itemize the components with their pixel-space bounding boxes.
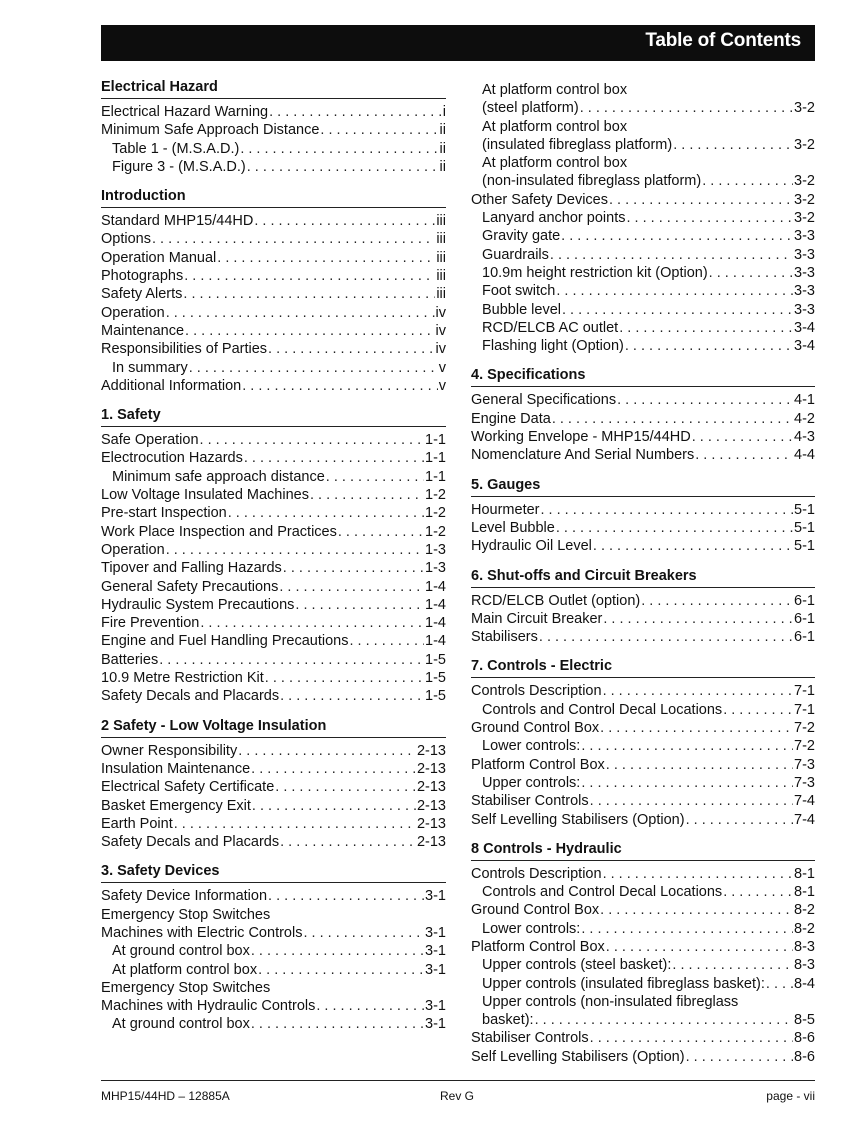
toc-entry[interactable] (471, 501, 815, 519)
section-title: 6. Shut-offs and Circuit Breakers (471, 567, 815, 588)
toc-entry[interactable] (471, 337, 815, 355)
toc-entry-page: 3-1 (425, 961, 446, 978)
toc-entry-label: Safety Decals and Placards (101, 834, 280, 851)
toc-entry-label: Hydraulic Oil Level (471, 538, 592, 555)
toc-entry[interactable] (471, 1011, 815, 1029)
toc-section-gauges (471, 476, 815, 556)
toc-entry-page: 1-5 (425, 651, 446, 668)
toc-entry-label: Gravity gate (482, 228, 561, 245)
toc-entry-page: 3-1 (425, 924, 446, 941)
toc-entry-label: Upper controls (insulated fibreglass basket): (482, 975, 765, 992)
toc-entry-label: Owner Responsibility (101, 742, 238, 759)
toc-entry[interactable] (101, 285, 446, 303)
toc-entry-label: Guardrails (482, 246, 549, 263)
toc-entry-label: Electrical Hazard Warning (101, 104, 269, 120)
toc-entry-page: 2-13 (416, 742, 446, 759)
toc-entry[interactable] (101, 924, 446, 942)
toc-entry-page: 1-2 (425, 505, 446, 522)
toc-entry[interactable] (101, 1015, 446, 1033)
toc-entry[interactable] (471, 628, 815, 646)
toc-entry-page: 3-2 (794, 173, 815, 190)
toc-entry-label: basket): (482, 1012, 534, 1029)
toc-entry-label: Flashing light (Option) (482, 338, 624, 355)
toc-entry-label: Standard MHP15/44HD (101, 213, 254, 230)
toc-entry[interactable] (471, 756, 815, 774)
toc-entry-page: 3-2 (794, 191, 815, 208)
toc-subheading: At platform control box (482, 82, 628, 98)
toc-section-introduction (101, 187, 446, 395)
toc-entry-page: 7-3 (794, 774, 815, 791)
toc-entry-label: Insulation Maintenance (101, 760, 251, 777)
toc-entry[interactable] (471, 282, 815, 300)
header-bar (101, 25, 815, 61)
toc-entry[interactable] (101, 267, 446, 285)
toc-entry[interactable] (101, 504, 446, 522)
toc-subheading: At platform control box (482, 118, 628, 135)
toc-entry-page: iii (436, 268, 446, 285)
toc-entry-label: Machines with Hydraulic Controls (101, 998, 316, 1015)
toc-entry-label: Engine and Fuel Handling Precautions (101, 633, 349, 650)
toc-entry-label: Self Levelling Stabilisers (Option) (471, 811, 685, 828)
toc-entry-page: 3-1 (425, 1016, 446, 1033)
toc-entry-label: Safety Alerts (101, 286, 183, 303)
toc-entry[interactable] (471, 99, 815, 117)
toc-right-column (471, 81, 815, 1077)
toc-entry-label: Upper controls: (482, 774, 581, 791)
toc-entry[interactable] (101, 997, 446, 1015)
toc-entry[interactable] (471, 428, 815, 446)
toc-entry-label: Safety Device Information (101, 888, 268, 905)
toc-entry-page: 1-4 (425, 578, 446, 595)
toc-entry-label: Safe Operation (101, 432, 199, 449)
toc-entry-page: 5-1 (794, 501, 815, 518)
toc-entry-label: (non-insulated fibreglass platform) (482, 173, 702, 190)
toc-entry-label: Upper controls (steel basket): (482, 957, 672, 974)
toc-entry-label: Work Place Inspection and Practices (101, 523, 337, 540)
toc-entry[interactable] (101, 158, 446, 176)
toc-entry[interactable] (471, 719, 815, 737)
footer-page-number: page - vii (766, 1089, 815, 1103)
toc-entry-page: 3-2 (794, 210, 815, 227)
toc-entry-label: Earth Point (101, 815, 173, 832)
toc-entry-page: 1-2 (425, 523, 446, 540)
toc-entry-page: 1-4 (425, 596, 446, 613)
toc-entry[interactable] (101, 614, 446, 632)
toc-entry-page: v (438, 359, 446, 376)
toc-entry-page: 7-1 (794, 683, 815, 700)
toc-entry-label: General Specifications (471, 392, 617, 409)
toc-subheading: Upper controls (non-insulated fibreglass (482, 993, 739, 1010)
toc-entry-page: 1-2 (425, 487, 446, 504)
toc-section-low-voltage (101, 717, 446, 852)
section-title: 7. Controls - Electric (471, 657, 815, 678)
toc-entry-label: Stabiliser Controls (471, 793, 589, 810)
toc-entry[interactable] (471, 1029, 815, 1047)
toc-section-shutoffs (471, 567, 815, 647)
toc-left-column (101, 78, 446, 1045)
toc-entry-page: iii (436, 286, 446, 303)
toc-entry[interactable] (101, 632, 446, 650)
toc-entry-label: Controls Description (471, 683, 602, 700)
toc-entry[interactable] (101, 887, 446, 905)
toc-entry[interactable] (471, 319, 815, 337)
toc-entry[interactable] (101, 140, 446, 158)
toc-section-safety (101, 406, 446, 705)
toc-entry[interactable] (101, 431, 446, 449)
toc-entry-label: Responsibilities of Parties (101, 341, 268, 358)
toc-entry-page: 7-4 (794, 811, 815, 828)
toc-entry[interactable] (101, 377, 446, 395)
toc-entry-page: 5-1 (794, 519, 815, 536)
toc-entry[interactable] (471, 410, 815, 428)
toc-entry-label: Additional Information (101, 377, 242, 394)
toc-entry[interactable] (471, 920, 815, 938)
toc-entry[interactable] (471, 737, 815, 755)
toc-entry[interactable] (101, 596, 446, 614)
toc-entry-label: Bubble level (482, 301, 561, 318)
toc-entry[interactable] (471, 136, 815, 154)
toc-entry-label: Electrocution Hazards (101, 450, 243, 467)
toc-entry[interactable] (471, 1048, 815, 1066)
toc-entry-label: At platform control box (112, 961, 258, 978)
toc-entry-page: 6-1 (794, 610, 815, 627)
toc-entry-page: 3-1 (425, 943, 446, 960)
toc-entry-page: 8-6 (794, 1030, 815, 1047)
toc-entry[interactable] (101, 651, 446, 669)
toc-entry-page: 7-4 (794, 793, 815, 810)
toc-entry[interactable] (471, 811, 815, 829)
toc-entry[interactable] (101, 359, 446, 377)
toc-entry-page: 5-1 (794, 538, 815, 555)
toc-entry[interactable] (101, 942, 446, 960)
toc-entry[interactable] (101, 212, 446, 230)
toc-entry-page: 3-3 (794, 228, 815, 245)
toc-entry-page: 4-3 (794, 429, 815, 446)
toc-entry[interactable] (101, 687, 446, 705)
toc-entry[interactable] (471, 792, 815, 810)
toc-entry-page: 3-3 (794, 283, 815, 300)
toc-entry-page: 7-2 (794, 720, 815, 737)
toc-entry-label: Fire Prevention (101, 615, 200, 632)
toc-entry-page: 2-13 (416, 815, 446, 832)
toc-entry[interactable] (471, 865, 815, 883)
toc-entry-label: Safety Decals and Placards (101, 688, 280, 705)
toc-entry[interactable] (101, 961, 446, 979)
toc-entry[interactable] (101, 669, 446, 687)
toc-entry-label: Minimum safe approach distance (112, 468, 325, 485)
toc-entry-page: ii (439, 158, 446, 175)
toc-entry-page: 2-13 (416, 779, 446, 796)
toc-entry[interactable] (101, 578, 446, 596)
toc-entry-label: Electrical Safety Certificate (101, 779, 275, 796)
toc-entry-label: General Safety Precautions (101, 578, 279, 595)
toc-entry[interactable] (471, 938, 815, 956)
toc-entry-label: Main Circuit Breaker (471, 610, 603, 627)
toc-entry[interactable] (471, 209, 815, 227)
toc-entry-label: At ground control box (112, 1016, 250, 1033)
toc-entry-label: Level Bubble (471, 519, 555, 536)
toc-entry[interactable] (471, 264, 815, 282)
toc-entry[interactable] (101, 449, 446, 467)
toc-entry[interactable] (101, 541, 446, 559)
toc-entry-page: 3-1 (425, 888, 446, 905)
toc-entry-label: Batteries (101, 651, 159, 668)
toc-entry[interactable] (101, 121, 446, 139)
toc-entry-page: 3-4 (794, 338, 815, 355)
toc-entry-page: 4-1 (794, 392, 815, 409)
toc-entry-label: Stabiliser Controls (471, 1030, 589, 1047)
toc-entry-page: 8-3 (794, 938, 815, 955)
toc-entry-label: Engine Data (471, 410, 551, 427)
toc-entry[interactable] (471, 227, 815, 245)
toc-entry-label: Options (101, 231, 151, 248)
toc-entry-page: 8-3 (794, 957, 815, 974)
toc-entry[interactable] (101, 760, 446, 778)
toc-entry-label: RCD/ELCB Outlet (option) (471, 592, 641, 609)
toc-entry[interactable] (101, 486, 446, 504)
section-title: Electrical Hazard (101, 78, 446, 99)
toc-entry[interactable] (471, 682, 815, 700)
toc-entry[interactable] (471, 172, 815, 190)
toc-entry[interactable] (101, 797, 446, 815)
toc-entry-page: ii (439, 122, 446, 139)
toc-entry-page: 6-1 (794, 629, 815, 646)
toc-entry-label: Operation Manual (101, 249, 217, 266)
toc-entry-label: Figure 3 - (M.S.A.D.) (112, 158, 246, 175)
toc-section-electrical-hazard (101, 78, 446, 176)
toc-entry-label: Lanyard anchor points (482, 210, 626, 227)
toc-entry-page: 1-4 (425, 633, 446, 650)
toc-entry[interactable] (101, 523, 446, 541)
toc-entry[interactable] (101, 833, 446, 851)
toc-entry-label: Photographs (101, 268, 184, 285)
toc-subheading: Emergency Stop Switches (101, 979, 271, 996)
toc-entry-label: (insulated fibreglass platform) (482, 136, 673, 153)
toc-entry-page: 6-1 (794, 592, 815, 609)
page-title: Table of Contents (645, 30, 801, 51)
toc-entry-label: Platform Control Box (471, 756, 605, 773)
toc-entry-label: Tipover and Falling Hazards (101, 560, 282, 577)
toc-entry-label: Operation (101, 541, 165, 558)
toc-entry-page: 1-5 (425, 670, 446, 687)
toc-entry[interactable] (101, 815, 446, 833)
toc-entry-page: 4-2 (794, 410, 815, 427)
toc-entry-label: Machines with Electric Controls (101, 924, 303, 941)
toc-entry-label: Low Voltage Insulated Machines (101, 487, 309, 504)
toc-entry-label: Operation (101, 304, 165, 321)
toc-entry-page: 3-3 (794, 264, 815, 281)
section-title: 8 Controls - Hydraulic (471, 840, 815, 861)
toc-entry-page: 3-3 (794, 246, 815, 263)
toc-entry-page: iv (435, 304, 446, 321)
toc-entry-label: Platform Control Box (471, 938, 605, 955)
toc-section-safety-devices (101, 862, 446, 1033)
toc-entry[interactable] (101, 249, 446, 267)
toc-entry-page: i (442, 104, 446, 120)
footer-doc-number: MHP15/44HD – 12885A (101, 1089, 230, 1103)
toc-entry-page: iv (435, 322, 446, 339)
toc-entry[interactable] (471, 610, 815, 628)
toc-entry-label: 10.9 Metre Restriction Kit (101, 670, 264, 687)
section-title: Introduction (101, 187, 446, 208)
toc-entry-page: 7-1 (794, 701, 815, 718)
section-title: 3. Safety Devices (101, 862, 446, 883)
toc-entry-page: ii (439, 140, 446, 157)
toc-entry-page: iii (436, 213, 446, 230)
toc-entry-label: Lower controls: (482, 920, 581, 937)
toc-entry-label: In summary (112, 359, 188, 376)
toc-entry-page: 1-1 (425, 468, 446, 485)
toc-entry[interactable] (471, 901, 815, 919)
toc-entry-label: Basket Emergency Exit (101, 797, 251, 814)
section-title: 4. Specifications (471, 366, 815, 387)
toc-entry-page: iii (436, 249, 446, 266)
toc-entry-label: (steel platform) (482, 100, 579, 117)
toc-entry[interactable] (471, 975, 815, 993)
toc-entry-page: 2-13 (416, 760, 446, 777)
toc-entry[interactable] (471, 883, 815, 901)
toc-entry[interactable] (471, 446, 815, 464)
toc-entry-page: 3-4 (794, 319, 815, 336)
toc-entry-label: Hourmeter (471, 501, 540, 518)
footer-revision: Rev G (440, 1089, 475, 1103)
toc-entry-label: Self Levelling Stabilisers (Option) (471, 1048, 685, 1065)
toc-entry-page: 1-3 (425, 541, 446, 558)
toc-entry-label: Controls and Control Decal Locations (482, 884, 723, 901)
toc-entry-page: 8-5 (794, 1012, 815, 1029)
toc-entry[interactable] (101, 742, 446, 760)
toc-entry-page: 3-2 (794, 100, 815, 117)
toc-entry[interactable] (101, 103, 446, 121)
toc-entry-page: 1-4 (425, 615, 446, 632)
toc-entry-page: 3-1 (425, 998, 446, 1015)
toc-entry-label: Minimum Safe Approach Distance (101, 122, 320, 139)
toc-entry-page: 1-1 (425, 432, 446, 449)
toc-entry[interactable] (101, 304, 446, 322)
toc-entry-label: Ground Control Box (471, 902, 600, 919)
toc-entry[interactable] (101, 778, 446, 796)
toc-entry-label: Stabilisers (471, 629, 538, 646)
toc-entry-label: 10.9m height restriction kit (Option) (482, 264, 708, 281)
toc-entry-page: 3-3 (794, 301, 815, 318)
toc-entry-page: 1-1 (425, 450, 446, 467)
toc-entry[interactable] (101, 340, 446, 358)
toc-entry-label: Lower controls: (482, 738, 581, 755)
toc-entry-page: 8-1 (794, 865, 815, 882)
toc-entry-label: Foot switch (482, 283, 556, 300)
toc-entry-page: 7-2 (794, 738, 815, 755)
toc-entry-label: Table 1 - (M.S.A.D.) (112, 140, 240, 157)
toc-entry-page: 8-2 (794, 902, 815, 919)
toc-section-controls-hydraulic (471, 840, 815, 1066)
toc-entry-label: Nomenclature And Serial Numbers (471, 447, 695, 464)
toc-entry-page: 8-2 (794, 920, 815, 937)
toc-entry-page: 3-2 (794, 136, 815, 153)
toc-entry-page: v (438, 377, 446, 394)
toc-entry-label: Maintenance (101, 322, 185, 339)
toc-entry-label: Hydraulic System Precautions (101, 596, 295, 613)
toc-entry[interactable] (471, 537, 815, 555)
toc-entry-page: 8-4 (794, 975, 815, 992)
footer-divider (101, 1080, 815, 1081)
toc-section-specifications (471, 366, 815, 464)
toc-entry-page: 1-3 (425, 560, 446, 577)
toc-entry[interactable] (471, 246, 815, 264)
toc-entry[interactable] (471, 301, 815, 319)
toc-entry-page: 8-1 (794, 884, 815, 901)
toc-subheading: Emergency Stop Switches (101, 906, 271, 923)
toc-entry[interactable] (471, 519, 815, 537)
toc-entry[interactable] (101, 468, 446, 486)
section-title: 1. Safety (101, 406, 446, 427)
toc-entry[interactable] (471, 391, 815, 409)
toc-entry-label: Controls Description (471, 865, 602, 882)
toc-entry-page: 8-6 (794, 1048, 815, 1065)
toc-entry-page: iii (436, 231, 446, 248)
toc-entry[interactable] (471, 701, 815, 719)
toc-entry[interactable] (101, 322, 446, 340)
toc-entry-label: Other Safety Devices (471, 191, 608, 208)
toc-entry-page: 1-5 (425, 688, 446, 705)
toc-entry-label: At ground control box (112, 943, 250, 960)
toc-entry[interactable] (471, 191, 815, 209)
toc-entry-label: RCD/ELCB AC outlet (482, 319, 619, 336)
toc-entry-page: 2-13 (416, 834, 446, 851)
toc-entry[interactable] (471, 956, 815, 974)
toc-entry-page: 4-4 (794, 447, 815, 464)
toc-entry-page: iv (435, 341, 446, 358)
toc-entry-label: Controls and Control Decal Locations (482, 701, 723, 718)
toc-entry[interactable] (471, 774, 815, 792)
toc-entry[interactable] (101, 230, 446, 248)
toc-entry-page: 7-3 (794, 756, 815, 773)
toc-entry-page: 2-13 (416, 797, 446, 814)
toc-entry-label: Ground Control Box (471, 720, 600, 737)
toc-entry[interactable] (101, 559, 446, 577)
toc-entry-label: Working Envelope - MHP15/44HD (471, 429, 691, 446)
toc-section-controls-electric (471, 657, 815, 828)
toc-section-safety-devices-continued (471, 81, 815, 355)
section-title: 5. Gauges (471, 476, 815, 497)
toc-entry[interactable] (471, 592, 815, 610)
section-title: 2 Safety - Low Voltage Insulation (101, 717, 446, 738)
toc-entry-label: Pre-start Inspection (101, 505, 227, 522)
toc-subheading: At platform control box (482, 155, 628, 172)
